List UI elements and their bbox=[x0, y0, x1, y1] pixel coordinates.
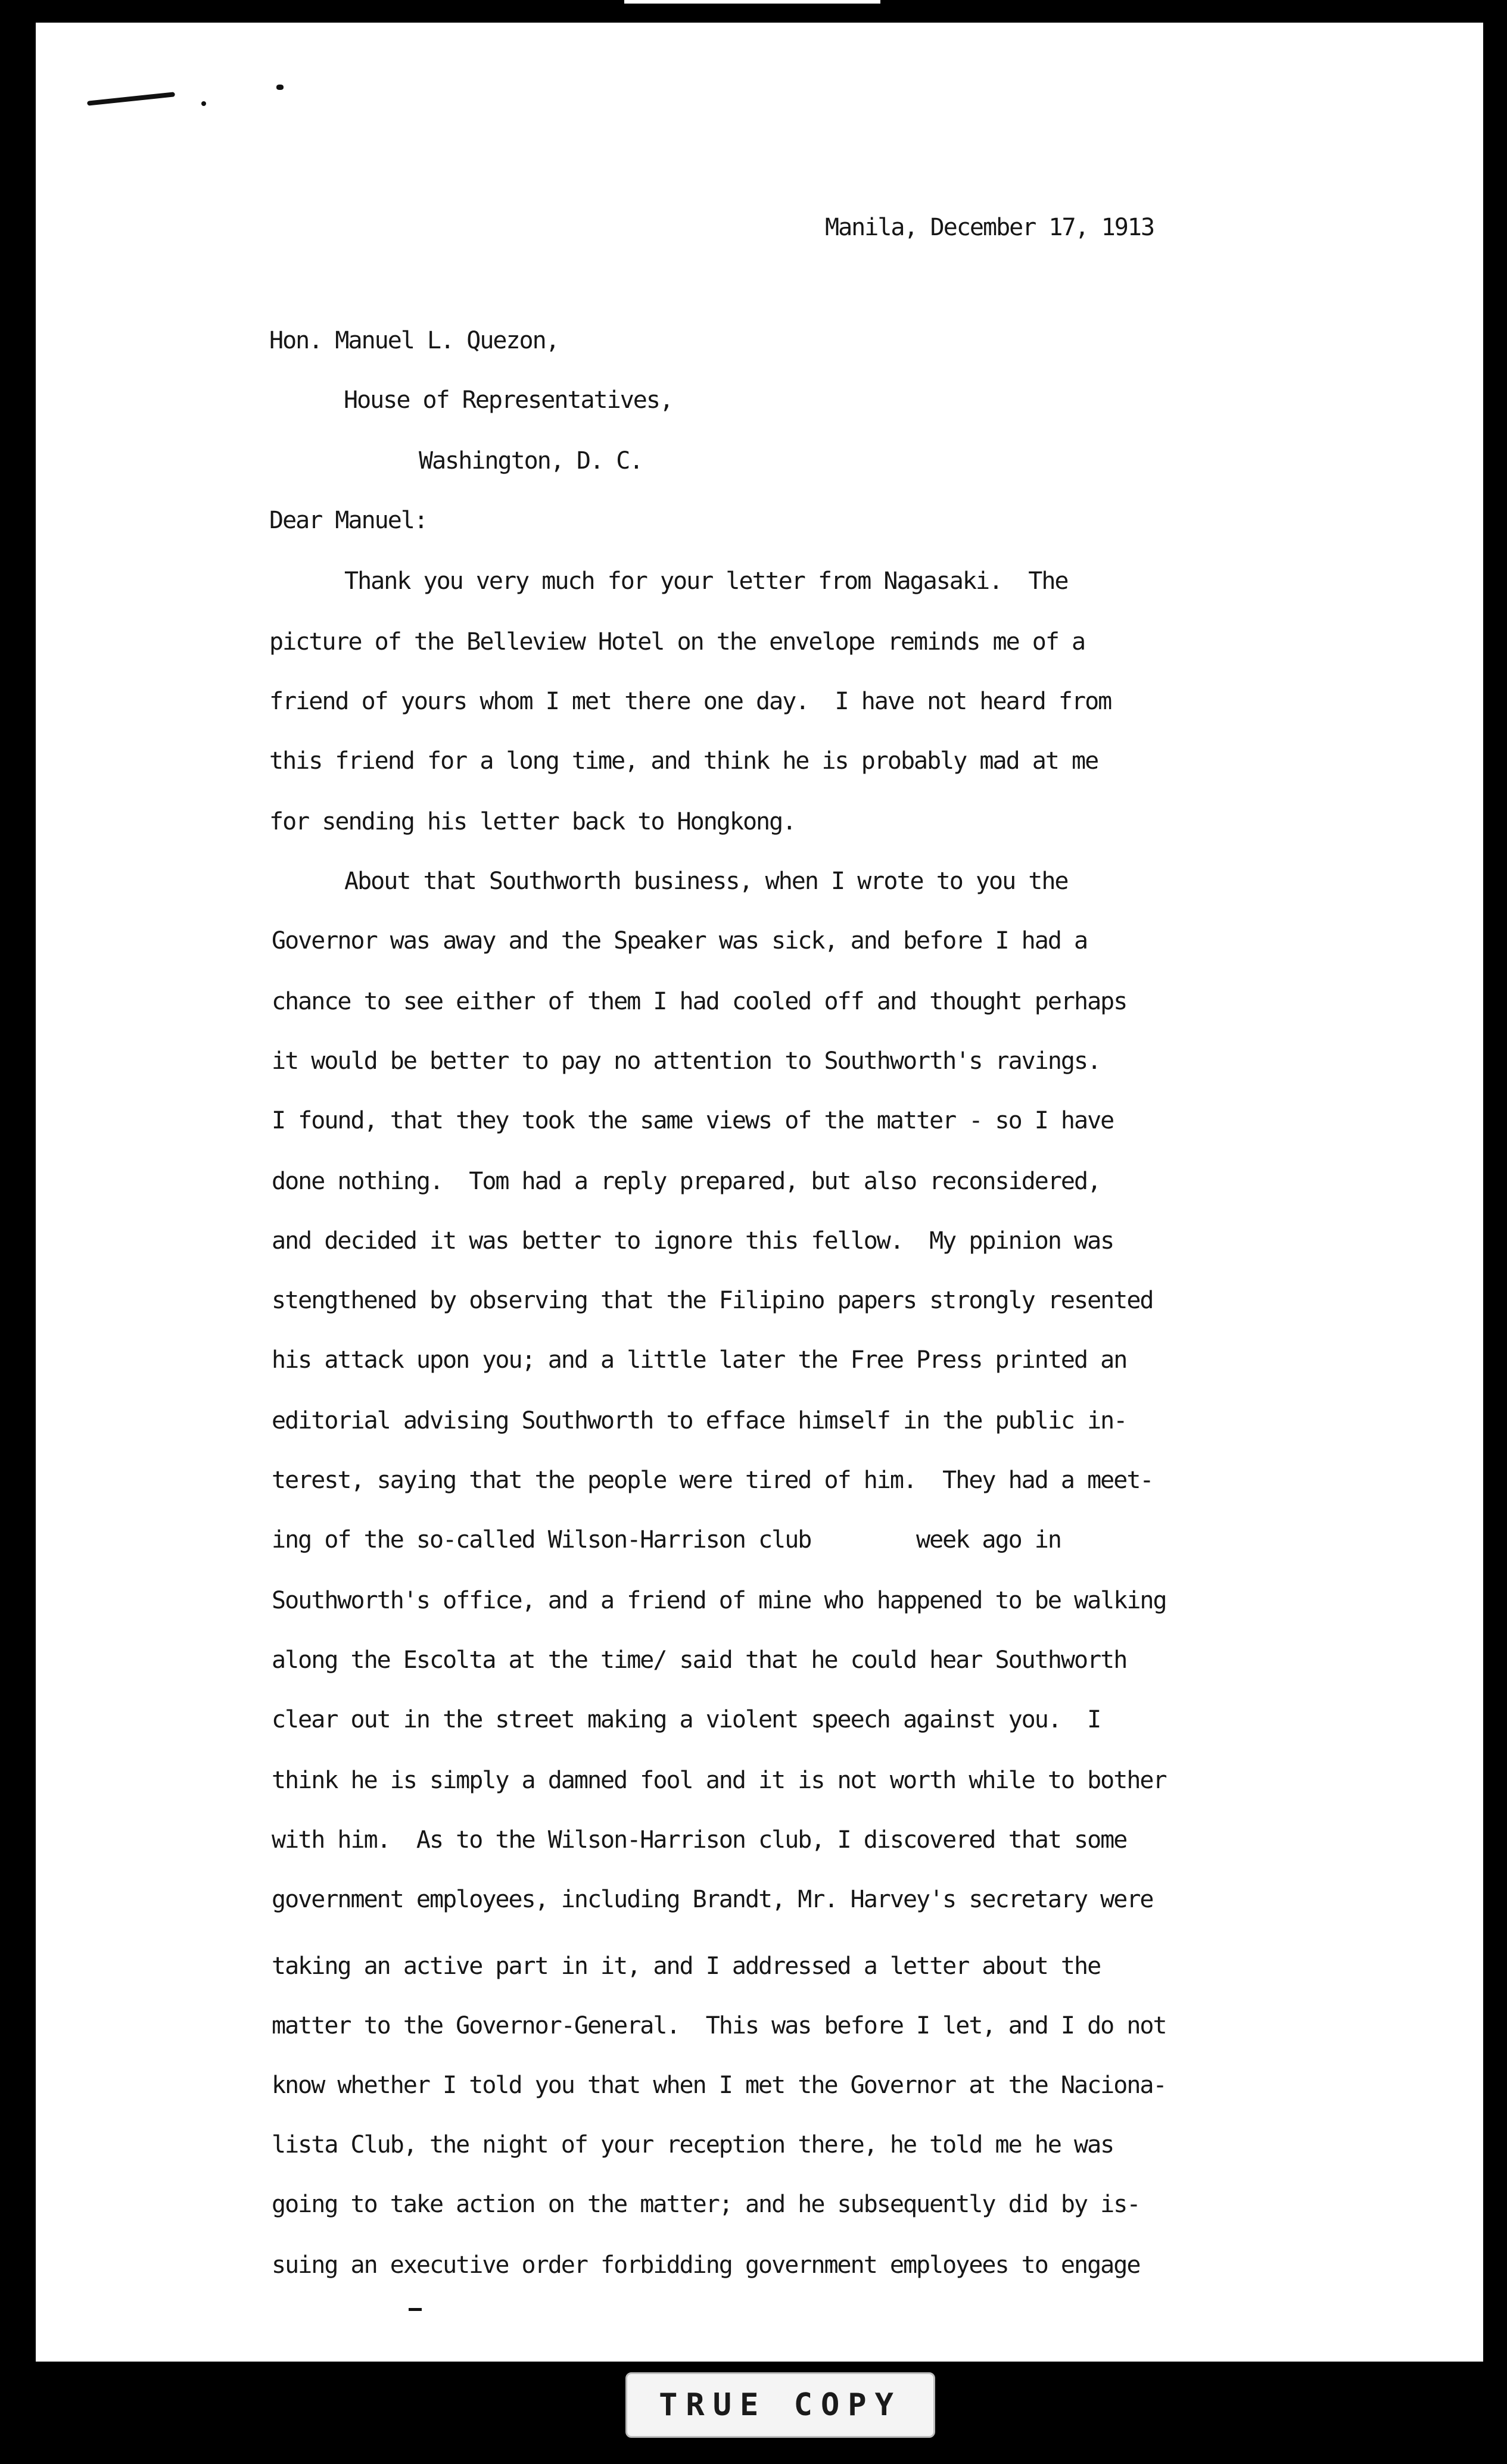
body-line: picture of the Belleview Hotel on the envelope reminds me of a bbox=[269, 628, 1085, 656]
body-line: with him. As to the Wilson-Harrison club, I discovered that some bbox=[272, 1826, 1127, 1854]
body-line: editorial advising Southworth to efface himself in the public in- bbox=[272, 1407, 1127, 1434]
body-line: going to take action on the matter; and he subsequently did by is- bbox=[272, 2191, 1140, 2218]
film-edge-strip bbox=[624, 0, 880, 4]
body-line: along the Escolta at the time/ said that he could hear Southworth bbox=[272, 1646, 1127, 1674]
body-line: it would be better to pay no attention to Southworth's ravings. bbox=[272, 1047, 1101, 1075]
body-line: lista Club, the night of your reception there, he told me he was bbox=[272, 2131, 1114, 2159]
body-line: for sending his letter back to Hongkong. bbox=[269, 808, 796, 835]
body-line: done nothing. Tom had a reply prepared, but also reconsidered, bbox=[272, 1168, 1101, 1195]
body-line: think he is simply a damned fool and it is not worth while to bother bbox=[272, 1767, 1166, 1794]
body-line: suing an executive order forbidding government employees to engage bbox=[272, 2251, 1140, 2279]
body-line: Southworth's office, and a friend of mine who happened to be walking bbox=[272, 1587, 1166, 1614]
body-line: this friend for a long time, and think he is probably mad at me bbox=[269, 747, 1098, 775]
body-line: ing of the so-called Wilson-Harrison club week ago in bbox=[272, 1526, 1061, 1554]
body-line: clear out in the street making a violent speech against you. I bbox=[272, 1706, 1101, 1733]
body-line: terest, saying that the people were tired of him. They had a meet- bbox=[272, 1467, 1153, 1494]
address-line: Hon. Manuel L. Quezon, bbox=[269, 327, 559, 354]
body-line: Thank you very much for your letter from Nagasaki. The bbox=[344, 567, 1068, 595]
body-line: his attack upon you; and a little later the Free Press printed an bbox=[272, 1346, 1127, 1374]
body-line: friend of yours whom I met there one day. I have not heard from bbox=[269, 688, 1111, 715]
body-line: government employees, including Brandt, Mr. Harvey's secretary were bbox=[272, 1886, 1153, 1913]
body-line: and decided it was better to ignore this fellow. My ppinion was bbox=[272, 1227, 1114, 1255]
body-line: chance to see either of them I had cooled off and thought perhaps bbox=[272, 988, 1127, 1015]
stamp-label: TRUE COPY bbox=[659, 2387, 902, 2423]
address-line: Washington, D. C. bbox=[419, 447, 643, 475]
letter-page bbox=[36, 23, 1483, 2362]
body-line: I found, that they took the same views of the matter - so I have bbox=[272, 1107, 1114, 1134]
body-line: taking an active part in it, and I addressed a letter about the bbox=[272, 1953, 1101, 1980]
body-line: matter to the Governor-General. This was before I let, and I do not bbox=[272, 2012, 1166, 2039]
body-line: know whether I told you that when I met the Governor at the Naciona- bbox=[272, 2072, 1166, 2099]
body-line: stengthened by observing that the Filipino papers strongly resented bbox=[272, 1287, 1153, 1314]
true-copy-stamp bbox=[625, 2372, 935, 2438]
dateline: Manila, December 17, 1913 bbox=[825, 214, 1154, 241]
body-line: Governor was away and the Speaker was sick, and before I had a bbox=[272, 927, 1088, 955]
salutation: Dear Manuel: bbox=[269, 507, 427, 534]
letter-body bbox=[36, 23, 1483, 2362]
address-line: House of Representatives, bbox=[344, 386, 673, 414]
body-line: About that Southworth business, when I wrote to you the bbox=[344, 868, 1068, 895]
